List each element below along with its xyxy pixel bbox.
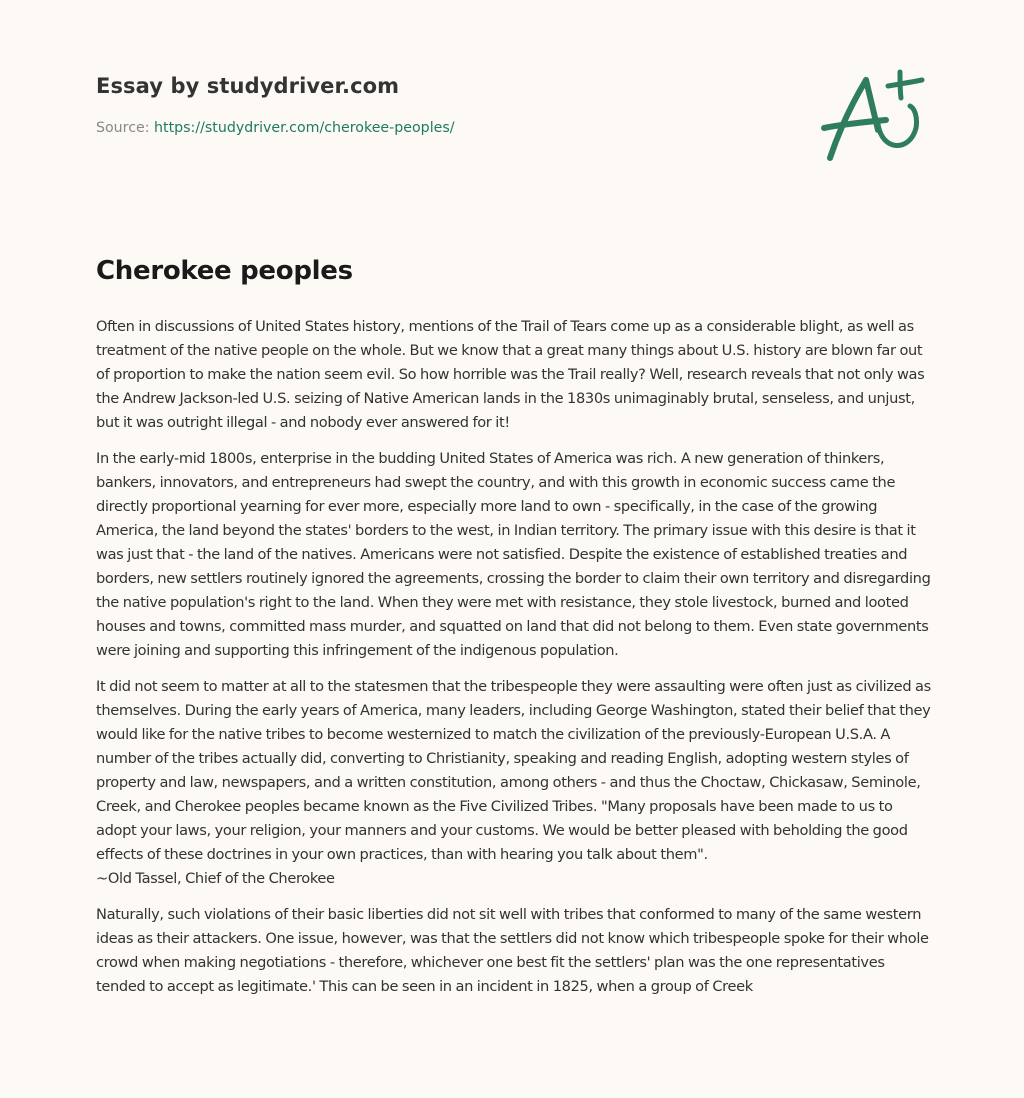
source-label: Source: (96, 120, 155, 136)
article-body (96, 315, 936, 1011)
paragraph: Naturally, such violations of their basic liberties did not sit well with tribes that conformed to many of the same western ideas as their attackers. One issue, however, was that the settlers did not know which tribespeople spoke for their whole crowd when making negotiations - therefore, whichever one best fit the settlers' plan was the one representatives tended to accept as legitimate.' This can be seen in an incident in 1825, when a group of Creek (96, 906, 929, 995)
site-title: Essay by studydriver.com (96, 74, 400, 98)
a-plus-grade-icon (820, 66, 930, 166)
paragraph-text: It did not seem to matter at all to the statesmen that the tribespeople they were assaulting were often just as civilized as themselves. During the early years of America, many leaders, including George Washington, stated their belief that they would like for the native tribes to become westernized to match the civilization of the previously-European U.S.A. A number of the tribes actually did, converting to Christianity, speaking and reading English, adopting western styles of property and law, newspapers, and a written constitution, among others - and thus the Choctaw, Chickasaw, Seminole, Creek, and Cherokee peoples became known as the Five Civilized Tribes. "Many proposals have been made to us to adopt your laws, your religion, your manners and your customs. We would be better pleased with beholding the good effects of these doctrines in your own practices, than with hearing you talk about them". (96, 678, 931, 863)
paragraph: In the early-mid 1800s, enterprise in the budding United States of America was rich. A new generation of thinkers, bankers, innovators, and entrepreneurs had swept the country, and with this growth in economic success came the directly proportional yearning for ever more, especially more land to own - specifically, in the case of the growing America, the land beyond the states' borders to the west, in Indian territory. The primary issue with this desire is that it was just that - the land of the natives. Americans were not satisfied. Despite the existence of established treaties and borders, new settlers routinely ignored the agreements, crossing the border to claim their own territory and disregarding the native population's right to the land. When they were met with resistance, they stole livestock, burned and looted houses and towns, committed mass murder, and squatted on land that did not belong to them. Even state governments were joining and supporting this infringement of the indigenous population. (96, 450, 931, 659)
paragraph: Often in discussions of United States history, mentions of the Trail of Tears come up as a considerable blight, as well as treatment of the native people on the whole. But we know that a great many things about U.S. history are blown far out of proportion to make the nation seem evil. So how horrible was the Trail really? Well, research reveals that not only was the Andrew Jackson-led U.S. seizing of Native American lands in the 1830s unimaginably brutal, senseless, and unjust, but it was outright illegal - and nobody ever answered for it! (96, 318, 925, 431)
page-header (96, 74, 796, 136)
source-link[interactable]: https://studydriver.com/cherokee-peoples/ (154, 120, 455, 136)
article-title: Cherokee peoples (96, 256, 353, 286)
quote-attribution: ~Old Tassel, Chief of the Cherokee (96, 870, 335, 887)
paragraph-with-quote (96, 675, 936, 891)
source-line (96, 120, 796, 136)
